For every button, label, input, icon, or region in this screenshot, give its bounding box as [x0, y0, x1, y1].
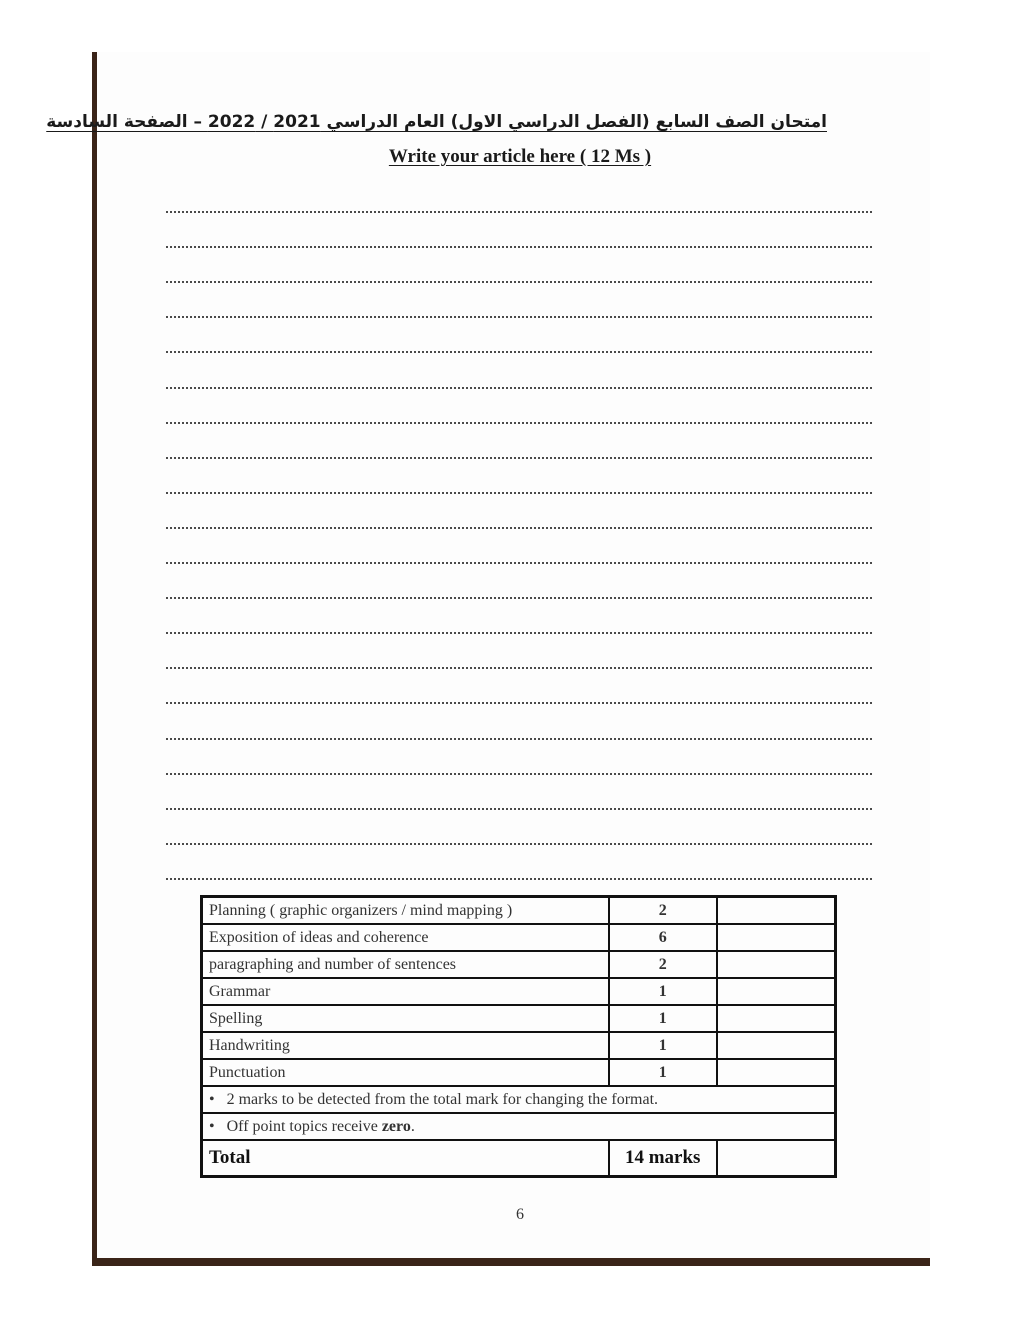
rubric-row: [202, 1005, 836, 1032]
score-cell: 2: [609, 897, 717, 925]
score-cell: 2: [609, 951, 717, 978]
rubric-row: [202, 1032, 836, 1059]
writing-line[interactable]: [166, 387, 872, 389]
rubric-row: [202, 951, 836, 978]
note-punctuation: .: [410, 1117, 415, 1135]
writing-line[interactable]: [166, 738, 872, 740]
writing-line[interactable]: [166, 422, 872, 424]
mark-entry-cell[interactable]: [717, 951, 836, 978]
total-score: 14 marks: [609, 1140, 717, 1177]
total-label: Total: [202, 1140, 609, 1177]
rubric-note: [202, 1113, 836, 1140]
criterion-cell: Planning ( graphic organizers / mind mapping ): [202, 897, 609, 925]
rubric-note-row: [202, 1113, 836, 1140]
mark-entry-cell[interactable]: [717, 978, 836, 1005]
criterion-cell: Handwriting: [202, 1032, 609, 1059]
score-cell: 1: [609, 978, 717, 1005]
criterion-cell: Spelling: [202, 1005, 609, 1032]
note-text: Off point topics receive: [226, 1117, 382, 1135]
total-entry-cell[interactable]: [717, 1140, 836, 1177]
writing-line[interactable]: [166, 808, 872, 810]
section-subtitle: Write your article here ( 12 Ms ): [388, 146, 652, 167]
mark-entry-cell[interactable]: [717, 1059, 836, 1086]
mark-entry-cell[interactable]: [717, 924, 836, 951]
score-cell: 6: [609, 924, 717, 951]
score-cell: 1: [609, 1059, 717, 1086]
page-edge-bottom: [92, 1258, 930, 1266]
rubric-row: [202, 1059, 836, 1086]
criterion-cell: Exposition of ideas and coherence: [202, 924, 609, 951]
bullet-icon: •: [209, 1117, 215, 1135]
writing-line[interactable]: [166, 316, 872, 318]
writing-line[interactable]: [166, 562, 872, 564]
score-cell: 1: [609, 1032, 717, 1059]
rubric-row: [202, 897, 836, 925]
rubric-note-row: [202, 1086, 836, 1113]
criterion-cell: Grammar: [202, 978, 609, 1005]
mark-entry-cell[interactable]: [717, 1032, 836, 1059]
rubric-row: [202, 924, 836, 951]
writing-line[interactable]: [166, 702, 872, 704]
mark-entry-cell[interactable]: [717, 897, 836, 925]
note-emphasis: zero: [381, 1117, 411, 1135]
writing-line[interactable]: [166, 597, 872, 599]
writing-line[interactable]: [166, 773, 872, 775]
writing-line[interactable]: [166, 527, 872, 529]
writing-line[interactable]: [166, 843, 872, 845]
score-cell: 1: [609, 1005, 717, 1032]
criterion-cell: Punctuation: [202, 1059, 609, 1086]
writing-line[interactable]: [166, 281, 872, 283]
writing-line[interactable]: [166, 878, 872, 880]
writing-line[interactable]: [166, 211, 872, 213]
rubric-row: [202, 978, 836, 1005]
writing-line[interactable]: [166, 246, 872, 248]
note-text: 2 marks to be detected from the total mark for changing the format.: [226, 1090, 659, 1108]
page-title: امتحان الصف السابع (الفصل الدراسي الاول) العام الدراسي 2021 / 2022 – الصفحة السادسة: [46, 112, 827, 132]
bullet-icon: •: [209, 1090, 215, 1108]
writing-line[interactable]: [166, 457, 872, 459]
writing-line[interactable]: [166, 667, 872, 669]
criterion-cell: paragraphing and number of sentences: [202, 951, 609, 978]
marking-rubric-table: [200, 895, 837, 1178]
total-row: [202, 1140, 836, 1177]
rubric-note: [202, 1086, 836, 1113]
writing-line[interactable]: [166, 351, 872, 353]
mark-entry-cell[interactable]: [717, 1005, 836, 1032]
page-number: 6: [516, 1206, 524, 1223]
writing-line[interactable]: [166, 492, 872, 494]
writing-line[interactable]: [166, 632, 872, 634]
